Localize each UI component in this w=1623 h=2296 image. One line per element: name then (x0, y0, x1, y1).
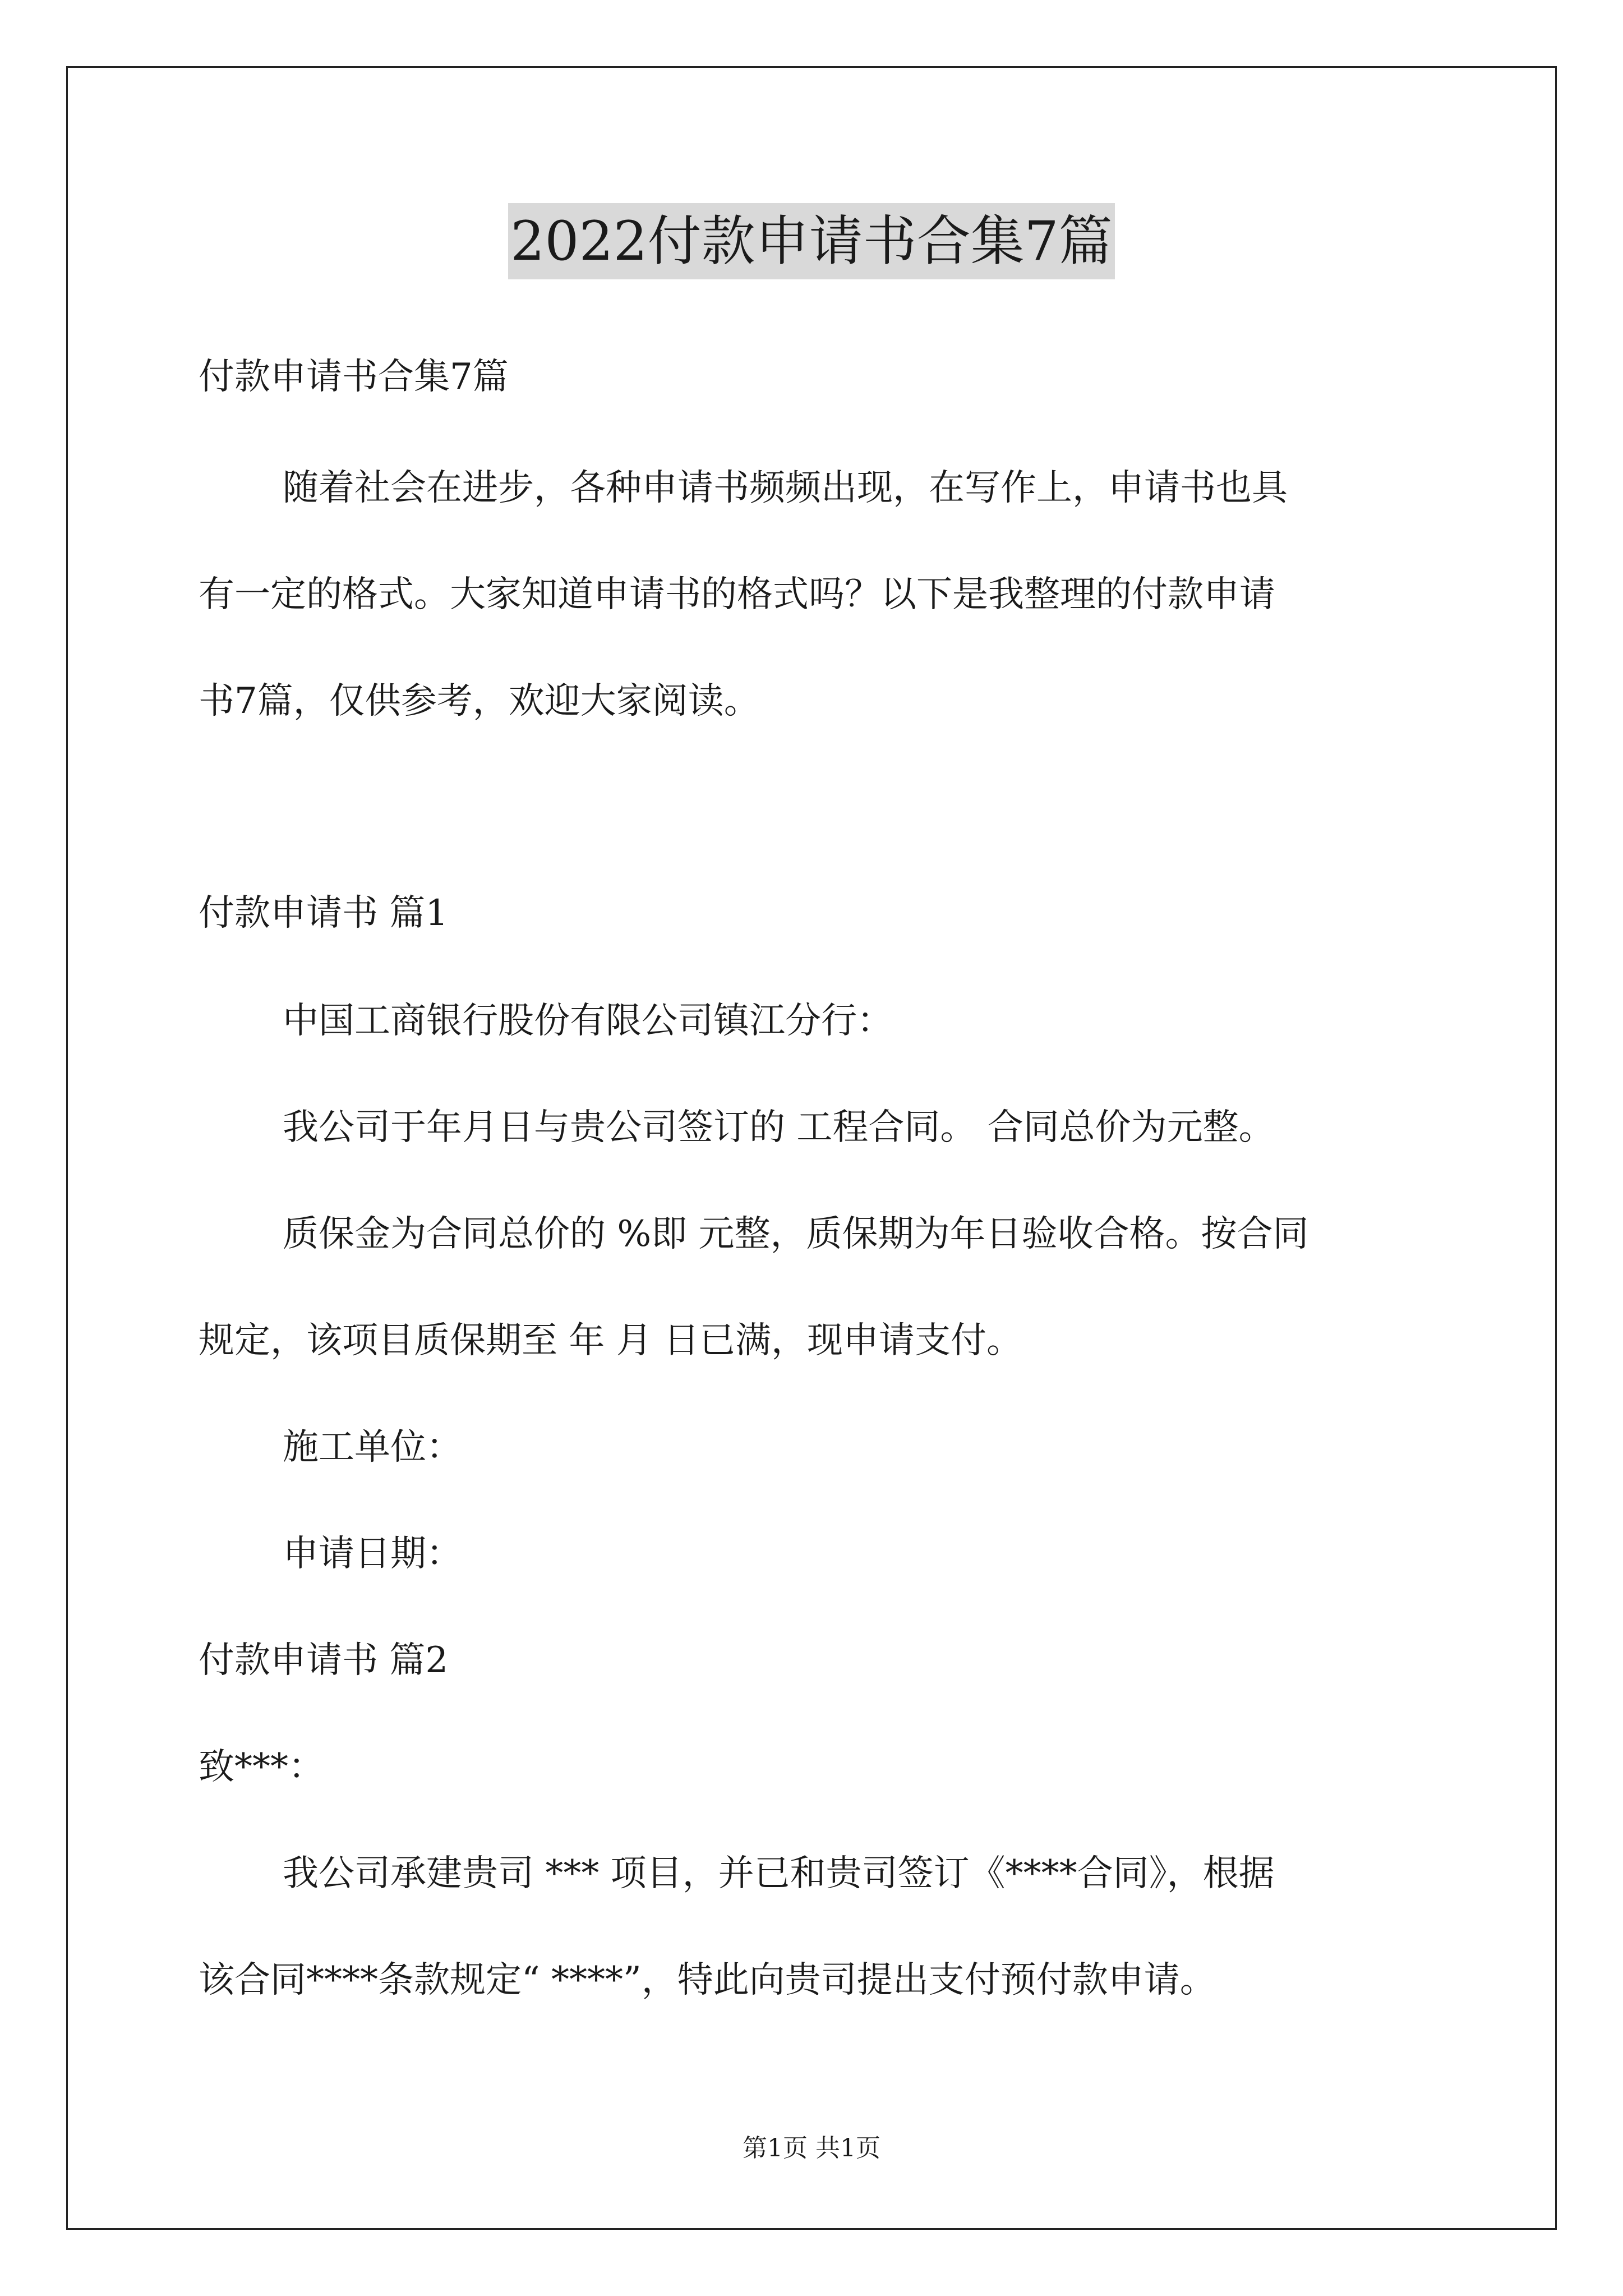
subtitle-line: 付款申请书合集7篇 (199, 356, 509, 398)
title-container (0, 203, 1623, 279)
intro-paragraph-line-3: 书7篇，仅供参考，欢迎大家阅读。 (199, 680, 760, 722)
document-title: 2022付款申请书合集7篇 (508, 203, 1114, 279)
page-number-footer: 第1页 共1页 (743, 2134, 880, 2162)
body2-line-2: 该合同****条款规定“ ****”，特此向贵司提出支付预付款申请。 (199, 1959, 1216, 2001)
signature-date-line: 申请日期： (283, 1533, 462, 1575)
signature-unit-line: 施工单位： (283, 1427, 462, 1468)
body2-line-1: 我公司承建贵司 *** 项目，并已和贵司签订《****合同》，根据 (283, 1853, 1275, 1894)
section-heading-2: 付款申请书 篇2 (199, 1640, 449, 1681)
body-line-1: 我公司于年月日与贵公司签订的 工程合同。 合同总价为元整。 (283, 1107, 1275, 1148)
body-line-3: 规定，该项目质保期至 年 月 日已满，现申请支付。 (199, 1320, 1023, 1361)
intro-paragraph-line-2: 有一定的格式。大家知道申请书的格式吗？以下是我整理的付款申请 (199, 574, 1275, 615)
body-line-2: 质保金为合同总价的 %即 元整，质保期为年日验收合格。按合同 (283, 1213, 1309, 1255)
recipient-line-2: 致***： (199, 1746, 324, 1788)
intro-paragraph-line-1: 随着社会在进步，各种申请书频频出现，在写作上，申请书也具 (283, 467, 1288, 509)
section-heading-1: 付款申请书 篇1 (199, 892, 449, 934)
recipient-line: 中国工商银行股份有限公司镇江分行： (283, 1000, 893, 1042)
